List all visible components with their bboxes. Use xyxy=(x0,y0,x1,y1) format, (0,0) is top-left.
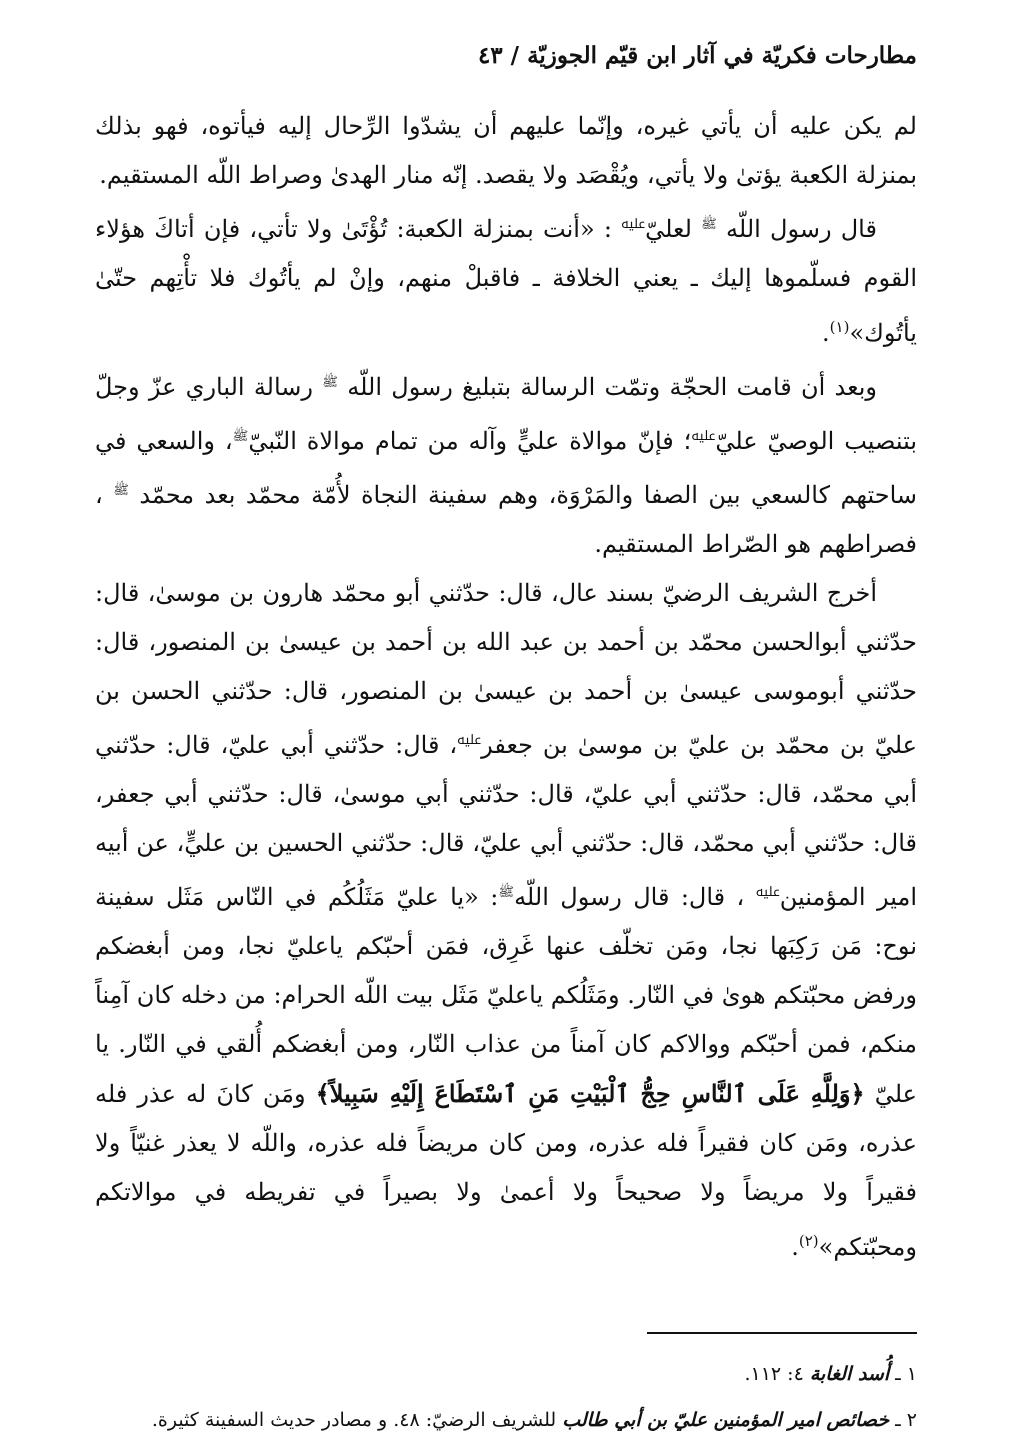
footnotes xyxy=(95,1360,917,1434)
salawat-mark: ﷺ xyxy=(701,217,717,232)
paragraph-3-text-c: ؛ فإنّ موالاة عليٍّ وآله من تمام موالاة النّبيّ xyxy=(248,427,692,455)
paragraph-3-text-a: وبعد أن قامت الحجّة وتمّت الرسالة بتبليغ رسول اللّه xyxy=(347,373,877,401)
paragraph-4: أخرج الشريف الرضيّ بسند عال، قال: حدّثني أبو محمّد هارون بن موسىٰ، قال: حدّثني أبوالحسن محمّد بن أحمد بن عبد الله بن أحمد بن عيسىٰ بن المنصور، قال: حدّثني أبوموسى عيسىٰ بن أحمد بن عيسىٰ بن المنصور، قال: حدّثني الحسن بن عليّ بن محمّد بن عليّ بن موسىٰ بن جعفر$^ﷷ$، قال: حدّثني أبي عليّ، قال: حدّثني أبي محمّد، قال: حدّثني أبي عليّ، قال: حدّثني أبي موسىٰ، قال: حدّثني أبي جعفر، قال: حدّثني أبي محمّد، قال: حدّثني أبي عليّ، قال: حدّثني الحسين بن عليٍّ، عن أبيه امير المؤمنين$^ﷷ$ ، قال: قال رسول اللّه$^ﷺ$: «يا عليّ مَثَلُكُم في النّاس مَثَل سفينة نوح: مَن رَكِبَها نجا، ومَن تخلّف عنها غَرِق، فمَن أحبّكم ياعليّ نجا، ومن أبغضكم ورفض محبّتكم هوىٰ في النّار. ومَثَلُكم ياعليّ مَثَل بيت اللّه الحرام: من دخله كان آمِناً منكم، فمن أحبّكم ووالاكم كان آمناً من عذاب النّار، ومن أبغضكم أُلقي في النّار. يا عليّ ﴿وَلِلَّهِ عَلَى ٱلنَّاسِ حِجُّ ٱلْبَيْتِ مَنِ ٱسْتَطَاعَ إِلَيْهِ سَبِيلاً﴾ ومَن كانَ له عذر فله عذره، ومَن كان فقيراً فله عذره، ومن كان مريضاً فله عذره، واللّه لا يعذر غنيّاً ولا فقيراً ولا مريضاً ولا صحيحاً ولا أعمىٰ ولا بصيراً في تفريطه في موالاتكم ومحبّتكم»$^{(٢)}$. xyxy=(95,579,918,1261)
quran-verse: ﴿وَلِلَّهِ عَلَى ٱلنَّاسِ حِجُّ ٱلْبَيْتِ مَنِ ٱسْتَطَاعَ إِلَيْهِ سَبِيلاً﴾ xyxy=(315,1079,865,1108)
paragraph-2-text-a: قال رسول اللّه xyxy=(726,215,877,243)
salawat-mark: ﷺ xyxy=(498,885,515,900)
footnote-divider xyxy=(647,1332,917,1334)
alayhi-salam-mark: ﷷ xyxy=(755,885,780,900)
body-text xyxy=(95,102,917,1272)
paragraph-2: قال رسول اللّه $^ﷺ$ لعليّ$^ﷷ$ : «أنت بمنزلة الكعبة: تُؤْتَىٰ ولا تأتي، فإن أتاكَ هؤلاء القوم فسلّموها إليك ـ يعني الخلافة ـ فاقبلْ منهم، وإنْ لم يأتُوك فلا تأْتِهم حتّىٰ يأتُوك»$^{(١)}$. xyxy=(95,215,917,347)
paragraph-4-text-a: أخرج الشريف الرضيّ بسند عال، قال: حدّثني أبو محمّد هارون بن موسىٰ، قال: حدّثني أبوالحسن محمّد بن أحمد بن عبد الله بن أحمد بن عيسىٰ بن المنصور، قال: حدّثني أبوموسى عيسىٰ بن أحمد بن عيسىٰ بن المنصور، قال: حدّثني الحسن بن عليّ بن محمّد بن عليّ بن موسىٰ بن جعفر xyxy=(95,579,917,759)
paragraph-4-text-e: ومَن كانَ له عذر فله عذره، ومَن كان فقيراً فله عذره، ومن كان مريضاً فله عذره، واللّه لا يعذر غنيّاً ولا فقيراً ولا مريضاً ولا صحيحاً ولا أعمىٰ ولا بصيراً في تفريطه في موالاتكم ومحبّتكم» xyxy=(95,1080,917,1261)
salawat-mark: ﷺ xyxy=(113,483,129,498)
footnote-2-source: خصائص امير المؤمنين عليّ بن أبي طالب xyxy=(562,1409,890,1431)
alayhi-salam-mark: ﷷ xyxy=(621,217,646,232)
footnote-ref-2[interactable]: (٢) xyxy=(798,1232,819,1250)
paragraph-4-text-d: : «يا عليّ مَثَلُكُم في النّاس مَثَل سفينة نوح: مَن رَكِبَها نجا، ومَن تخلّف عنها غَرِق، فمَن أحبّكم ياعليّ نجا، ومن أبغضكم ورفض محبّتكم هوىٰ في النّار. ومَثَلُكم ياعليّ مَثَل بيت اللّه الحرام: من دخله كان آمِناً منكم، فمن أحبّكم ووالاكم كان آمناً من عذاب النّار، ومن أبغضكم أُلقي في النّار. يا عليّ xyxy=(95,883,917,1108)
footnote-2 xyxy=(95,1406,917,1434)
paragraph-3 xyxy=(95,358,917,569)
footnote-2-number: ٢ ـ xyxy=(895,1409,917,1431)
running-head: مطارحات فكريّة في آثار ابن قيّم الجوزيّة / ٤٣ xyxy=(477,42,917,69)
paragraph-4-text-b: ، قال: حدّثني أبي عليّ، قال: حدّثني أبي محمّد، قال: حدّثني أبي عليّ، قال: حدّثني أبي موسىٰ، قال: حدّثني أبي جعفر، قال: حدّثني أبي محمّد، قال: حدّثني أبي عليّ، قال: حدّثني الحسين بن عليٍّ، عن أبيه امير المؤمنين xyxy=(95,731,918,911)
salawat-mark: ﷺ xyxy=(232,429,249,444)
alayhi-salam-mark: ﷷ xyxy=(457,733,482,748)
paragraph-2-text-b: لعليّ xyxy=(645,215,692,243)
paragraph-1 xyxy=(95,102,917,200)
footnote-1 xyxy=(95,1360,917,1388)
paragraph-1-text: لم يكن عليه أن يأتي غيره، وإنّما عليهم أن يشدّوا الرِّحال إليه فيأتوه، فهو بذلك بمنزلة الكعبة يؤتىٰ ولا يأتي، ويُقْصَد ولا يقصد. إنّه منار الهدىٰ وصراط اللّه المستقيم. xyxy=(95,112,917,189)
footnote-2-citation: للشريف الرضيّ: ٤٨. و مصادر حديث السفينة كثيرة. xyxy=(151,1409,557,1431)
salawat-mark: ﷺ xyxy=(322,375,338,390)
paragraph-4-text-c: ، قال: قال رسول اللّه xyxy=(514,883,745,911)
footnote-1-citation: ٤: ١١٢. xyxy=(744,1363,804,1385)
footnote-ref-1[interactable]: (١) xyxy=(829,318,850,336)
paragraph-3-text-d: ، والسعي في ساحتهم كالسعي بين الصفا والمَرْوَة، وهم سفينة النجاة لأُمّة محمّد بعد محمّد xyxy=(95,427,917,509)
document-page xyxy=(95,38,918,1431)
paragraph-3-text-e: ، فصراطهم هو الصّراط المستقيم. xyxy=(95,481,917,558)
alayhi-salam-mark: ﷷ xyxy=(691,429,716,444)
footnote-1-number: ١ ـ xyxy=(895,1363,917,1385)
paragraph-3-text-b: رسالة الباري عزّ وجلّ بتنصيب الوصيّ عليّ xyxy=(95,373,918,455)
paragraph-2-text-c: : «أنت بمنزلة الكعبة: تُؤْتَىٰ ولا تأتي، فإن أتاكَ هؤلاء القوم فسلّموها إليك ـ يعني الخلافة ـ فاقبلْ منهم، وإنْ لم يأتُوك فلا تأْتِهم حتّىٰ يأتُوك» xyxy=(95,215,917,347)
footnote-1-source: أُسد الغابة xyxy=(809,1363,890,1385)
